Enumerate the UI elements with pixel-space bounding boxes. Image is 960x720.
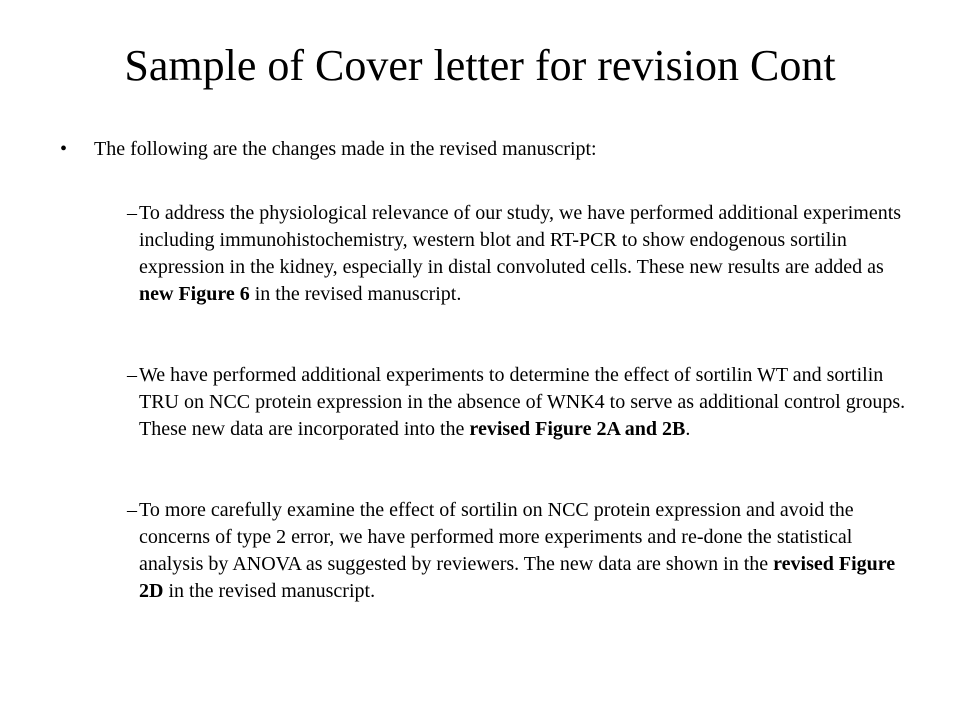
figure-reference: revised Figure 2A and 2B xyxy=(469,418,686,440)
change-item-text xyxy=(139,362,917,443)
figure-reference: revised Figure 2D xyxy=(139,553,896,602)
change-item-text xyxy=(139,200,917,308)
bullet-intro xyxy=(60,135,920,163)
change-list xyxy=(127,200,917,659)
text-segment: To address the physiological relevance of our study, we have performed additional experiments including immunohistochemistry, western blot and RT-PCR to show endogenous sortilin expression in the kidney, especially in distal convoluted cells. These new results are added as xyxy=(139,202,902,278)
dash-marker: – xyxy=(127,364,137,386)
figure-reference: new Figure 6 xyxy=(139,283,250,305)
change-item-2 xyxy=(127,362,917,443)
text-segment: in the revised manuscript. xyxy=(163,580,376,602)
text-segment: in the revised manuscript. xyxy=(249,283,462,305)
text-segment: To more carefully examine the effect of sortilin on NCC protein expression and avoid the concerns of type 2 error, we have performed more experiments and re-done the statistical analysis by ANOVA as suggested by reviewers. The new data are shown in the xyxy=(139,499,854,575)
change-item-3 xyxy=(127,497,917,605)
dash-marker: – xyxy=(127,499,137,521)
change-item-1 xyxy=(127,200,917,308)
bullet-intro-text: The following are the changes made in the revised manuscript: xyxy=(94,138,597,160)
dash-marker: – xyxy=(127,202,137,224)
text-segment: . xyxy=(685,418,691,440)
change-item-text xyxy=(139,497,917,605)
slide-title: Sample of Cover letter for revision Cont xyxy=(124,41,836,90)
text-segment: We have performed additional experiments to determine the effect of sortilin WT and sortilin TRU on NCC protein expression in the absence of WNK4 to serve as additional control groups. These new data are incorporated into the xyxy=(139,364,906,440)
bullet-marker: • xyxy=(60,138,68,160)
